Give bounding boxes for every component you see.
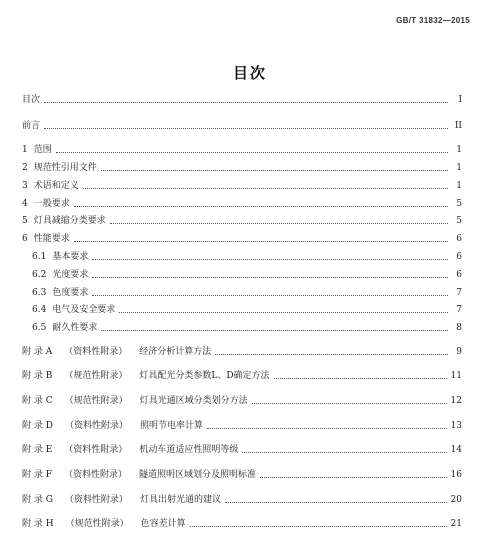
- toc-entry-page: 13: [450, 421, 462, 431]
- appendix-kind: （资料性附录）: [63, 470, 127, 480]
- appendix-title: 机动车道适应性照明等级: [139, 445, 239, 455]
- appendix-kind: （规范性附录）: [64, 371, 128, 381]
- section-title: 耐久性要求: [52, 323, 98, 333]
- section-number: 6.3: [32, 288, 47, 298]
- toc-entry[interactable]: [22, 213, 462, 227]
- toc-entry-page: 20: [450, 495, 462, 505]
- toc-entry[interactable]: [22, 178, 462, 192]
- toc-entry-page: 12: [450, 396, 462, 406]
- toc-entry[interactable]: [22, 249, 462, 263]
- appendix-letter: 附 录 C: [22, 396, 53, 406]
- section-number: 4: [22, 199, 28, 209]
- toc-leader-dots: [110, 223, 448, 224]
- toc-entry-label: [22, 216, 106, 227]
- toc-entry-label: [22, 421, 203, 432]
- toc-entry-label: [22, 396, 248, 407]
- toc-entry-label: [22, 270, 88, 281]
- toc-entry-label: [22, 163, 97, 174]
- toc-leader-dots: [92, 277, 448, 278]
- toc-entry-page: 1: [456, 181, 462, 191]
- toc-entry-label: [22, 445, 238, 456]
- section-title: 光度要求: [52, 270, 89, 280]
- toc-entry-appendix[interactable]: [22, 467, 462, 481]
- toc-leader-dots: [215, 354, 448, 355]
- toc-entry-page: 6: [456, 270, 462, 280]
- toc-leader-dots: [119, 312, 448, 313]
- toc-entry-label: [22, 305, 115, 316]
- toc-entry-appendix[interactable]: [22, 516, 462, 530]
- standard-number: GB/T 31832—2015: [396, 16, 470, 25]
- toc-leader-dots: [74, 241, 448, 242]
- section-number: 2: [22, 163, 28, 173]
- toc-entry-page: 16: [450, 470, 462, 480]
- appendix-title: 灯具配光分类参数L、D确定方法: [139, 371, 270, 381]
- toc-leader-dots: [44, 128, 448, 129]
- toc-entry-label: 前言: [22, 121, 41, 131]
- toc-entry-appendix[interactable]: [22, 368, 462, 382]
- toc-leader-dots: [56, 152, 448, 153]
- toc-entry-page: 1: [456, 145, 462, 155]
- toc-entry-page: 7: [456, 305, 462, 315]
- toc-entry-page: 5: [456, 216, 462, 226]
- toc-entry-label: [22, 288, 88, 299]
- appendix-kind: （规范性附录）: [64, 396, 128, 406]
- toc-entry-label: [22, 495, 221, 506]
- toc-leader-dots: [274, 378, 447, 379]
- toc-leader-dots: [207, 428, 447, 429]
- section-number: 6: [22, 234, 28, 244]
- toc-entry-appendix[interactable]: [22, 418, 462, 432]
- appendix-letter: 附 录 A: [22, 347, 53, 357]
- toc-leader-dots: [190, 526, 447, 527]
- section-title: 一般要求: [33, 199, 70, 209]
- toc-leader-dots: [252, 403, 447, 404]
- section-number: 6.2: [32, 270, 47, 280]
- appendix-kind: （规范性附录）: [65, 519, 129, 529]
- toc-entry-appendix[interactable]: [22, 492, 462, 506]
- toc-entry-page: I: [458, 95, 462, 105]
- toc-leader-dots: [101, 170, 448, 171]
- appendix-letter: 附 录 F: [22, 470, 52, 480]
- toc-entry-appendix[interactable]: [22, 393, 462, 407]
- section-title: 色度要求: [52, 288, 89, 298]
- toc-entry[interactable]: [22, 267, 462, 281]
- appendix-title: 隧道照明区域划分及照明标准: [138, 470, 256, 480]
- toc-entry-label: [22, 470, 256, 481]
- toc-entry-page: 6: [456, 252, 462, 262]
- toc-entry-label: [22, 234, 70, 245]
- section-title: 规范性引用文件: [33, 163, 97, 173]
- appendix-letter: 附 录 G: [22, 495, 53, 505]
- appendix-letter: 附 录 B: [22, 371, 53, 381]
- appendix-letter: 附 录 D: [22, 421, 53, 431]
- toc-entry-label: [22, 519, 186, 530]
- toc-entry-label: [22, 199, 70, 210]
- section-number: 3: [22, 181, 28, 191]
- page-title: 目次: [232, 64, 267, 82]
- section-number: 5: [22, 216, 28, 226]
- toc-leader-dots: [260, 477, 447, 478]
- toc-entry-label: [22, 371, 270, 382]
- toc-leader-dots: [92, 295, 448, 296]
- toc-entry[interactable]: [22, 118, 462, 132]
- toc-entry[interactable]: [22, 320, 462, 334]
- toc-entry-appendix[interactable]: [22, 442, 462, 456]
- appendix-title: 色容差计算: [140, 519, 186, 529]
- section-title: 电气及安全要求: [52, 305, 116, 315]
- appendix-title: 经济分析计算方法: [139, 347, 212, 357]
- section-title: 灯具减缩分类要求: [33, 216, 106, 226]
- toc-entry-page: 6: [456, 234, 462, 244]
- toc-entry-page: 21: [450, 519, 462, 529]
- section-number: 6.4: [32, 305, 47, 315]
- toc-entry-label: [22, 347, 211, 358]
- toc-entry-page: 5: [456, 199, 462, 209]
- toc-leader-dots: [225, 502, 447, 503]
- toc-leader-dots: [242, 452, 446, 453]
- section-number: 6.1: [32, 252, 47, 262]
- toc-entry[interactable]: [22, 231, 462, 245]
- appendix-title: 灯具光通区域分类划分方法: [139, 396, 248, 406]
- toc-entry-page: 8: [456, 323, 462, 333]
- appendix-kind: （资料性附录）: [64, 495, 128, 505]
- appendix-letter: 附 录 H: [22, 519, 54, 529]
- toc-entry[interactable]: [22, 285, 462, 299]
- toc-leader-dots: [92, 259, 448, 260]
- toc-entry[interactable]: [22, 142, 462, 156]
- toc-entry-label: [22, 323, 97, 334]
- appendix-title: 灯具出射光通的建议: [139, 495, 221, 505]
- section-title: 性能要求: [33, 234, 70, 244]
- toc-entry[interactable]: [22, 196, 462, 210]
- toc-entry-page: 9: [456, 347, 462, 357]
- toc-entry-page: 1: [456, 163, 462, 173]
- section-number: 1: [22, 145, 28, 155]
- toc-entry-label: [22, 252, 88, 263]
- toc-entry-label: [22, 145, 52, 156]
- section-title: 术语和定义: [33, 181, 79, 191]
- appendix-kind: （资料性附录）: [64, 347, 128, 357]
- toc-leader-dots: [44, 102, 448, 103]
- toc-entry-page: II: [454, 121, 462, 131]
- section-title: 基本要求: [52, 252, 89, 262]
- toc-entry-appendix[interactable]: [22, 344, 462, 358]
- toc-entry-label: 目次: [22, 95, 41, 105]
- toc-entry[interactable]: [22, 160, 462, 174]
- appendix-kind: （资料性附录）: [64, 445, 128, 455]
- section-number: 6.5: [32, 323, 47, 333]
- toc-entry-page: 14: [450, 445, 462, 455]
- toc-entry-page: 7: [456, 288, 462, 298]
- toc-entry[interactable]: [22, 92, 462, 106]
- appendix-title: 照明节电率计算: [139, 421, 203, 431]
- toc-leader-dots: [101, 330, 448, 331]
- toc-leader-dots: [74, 206, 448, 207]
- appendix-letter: 附 录 E: [22, 445, 53, 455]
- toc-leader-dots: [83, 188, 448, 189]
- toc-entry-label: [22, 181, 79, 192]
- toc-entry[interactable]: [22, 302, 462, 316]
- toc-entry-page: 11: [450, 371, 462, 381]
- appendix-kind: （资料性附录）: [64, 421, 128, 431]
- section-title: 范围: [33, 145, 52, 155]
